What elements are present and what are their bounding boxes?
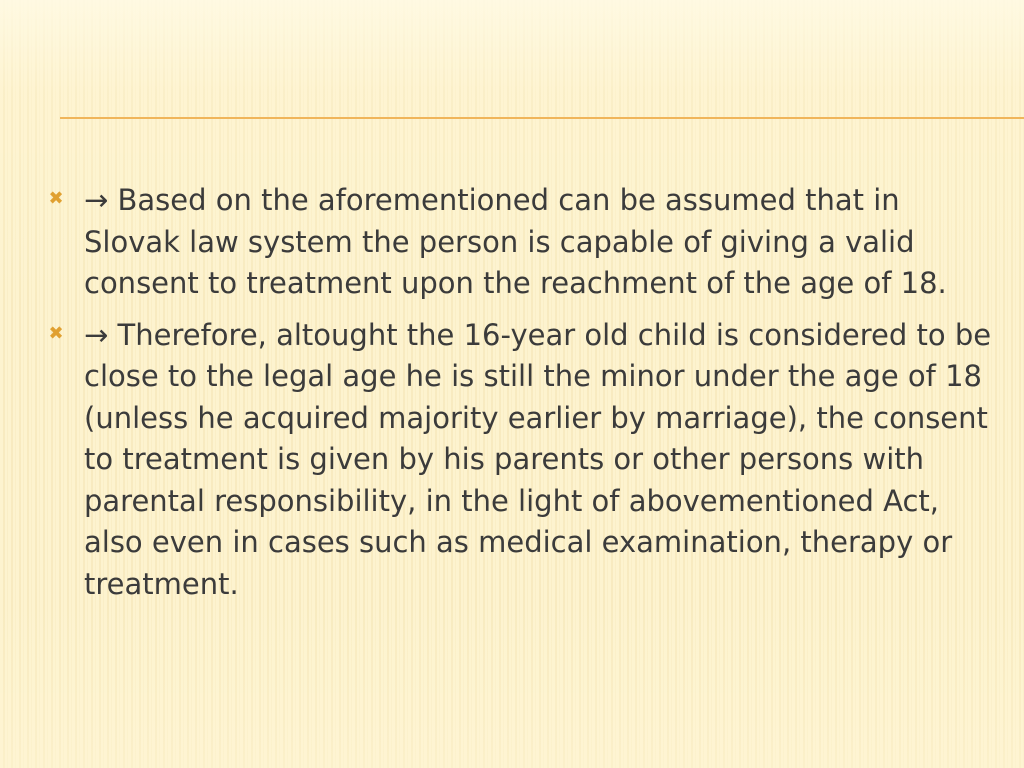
x-bullet-icon: ✖ xyxy=(48,188,64,209)
slide-body xyxy=(44,180,1004,615)
bullet-text: → Based on the aforementioned can be assumed that in Slovak law system the person is capable of giving a valid consent to treatment upon the reachment of the age of 18. xyxy=(84,183,947,300)
title-divider-line xyxy=(60,117,1024,119)
bullet-item xyxy=(44,180,1004,305)
x-bullet-icon: ✖ xyxy=(48,322,64,344)
bullet-item xyxy=(44,315,1004,606)
bullet-text: → Therefore, altought the 16-year old child is considered to be close to the legal age he is still the minor under the age of 18 (unless he acquired majority earlier by marriage), the consent to treatment is given by his parents or other persons with parental responsibility, in the light of abovementioned Act, also even in cases such as medical examination, therapy or treatment. xyxy=(84,317,992,601)
